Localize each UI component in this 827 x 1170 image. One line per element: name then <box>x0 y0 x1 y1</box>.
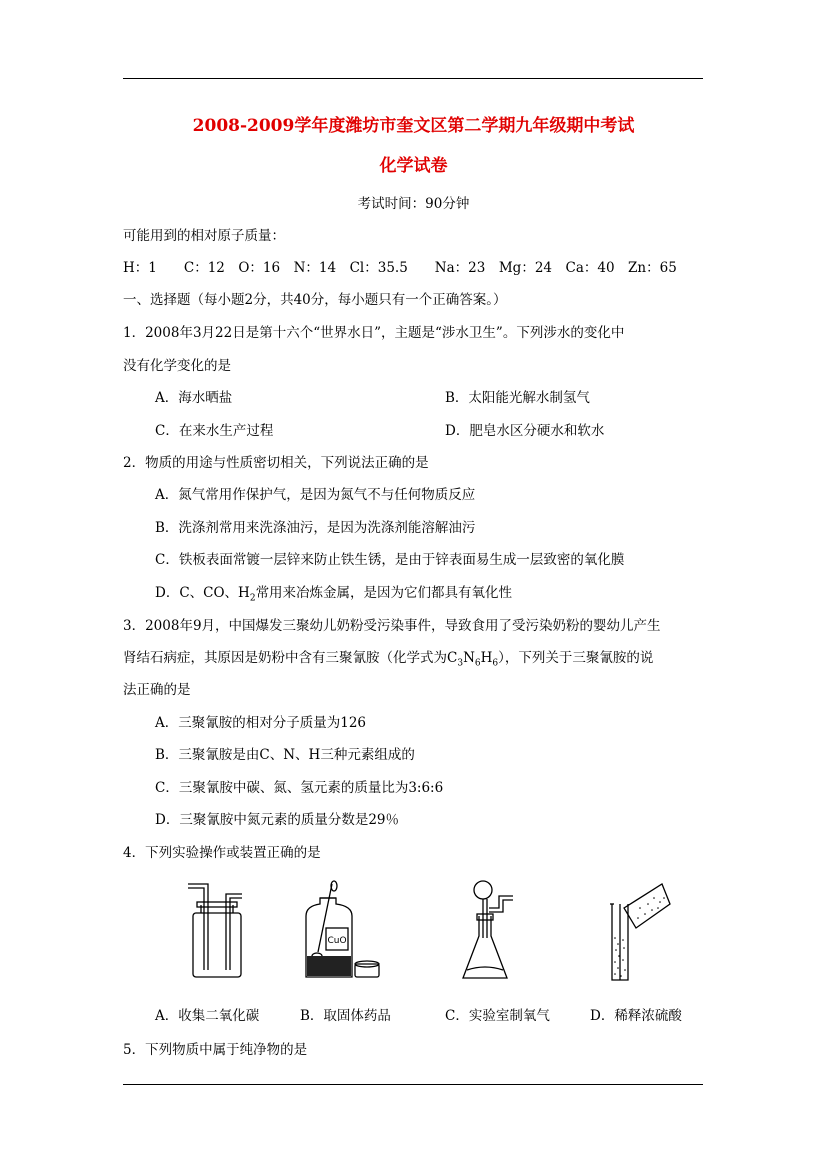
figure-d-beaker-cylinder <box>590 878 680 990</box>
q4-option-b: B．取固体药品 <box>300 1008 391 1024</box>
q1-option-a: A．海水晒盐 <box>155 390 233 406</box>
q2-d-post: 常用来冶炼金属，是因为它们都具有氧化性 <box>255 585 513 601</box>
q3-stem-line2 <box>123 648 653 668</box>
q3-sub-3: 6 <box>492 658 499 669</box>
q3-line2-post: ），下列关于三聚氰胺的说 <box>498 650 654 666</box>
q4-stem: 4．下列实验操作或装置正确的是 <box>123 845 321 861</box>
figure-a-gas-bottle <box>180 880 260 990</box>
q4-option-a: A．收集二氧化碳 <box>155 1008 260 1024</box>
q4-option-c: C．实验室制氧气 <box>445 1008 550 1024</box>
q3-sub-1: 3 <box>457 658 464 669</box>
figure-c-erlenmeyer-flask <box>455 878 535 990</box>
q3-formula-h: H <box>480 650 493 666</box>
q3-stem-line1: 3．2008年9月，中国爆发三聚幼儿奶粉受污染事件，导致食用了受污染奶粉的婴幼儿产生 <box>123 618 661 634</box>
q5-stem: 5．下列物质中属于纯净物的是 <box>123 1042 308 1058</box>
q3-option-c: C．三聚氰胺中碳、氮、氢元素的质量比为3:6:6 <box>155 780 444 796</box>
atomic-mass-label: 可能用到的相对原子质量： <box>123 228 285 244</box>
q2-stem: 2．物质的用途与性质密切相关，下列说法正确的是 <box>123 455 429 471</box>
q2-d-pre: D．C、CO、H <box>155 585 250 601</box>
q2-d-sub: 2 <box>249 593 256 604</box>
q1-stem-line2: 没有化学变化的是 <box>123 358 231 374</box>
exam-time: 考试时间：90分钟 <box>357 196 470 212</box>
q3-formula-n: N <box>463 650 475 666</box>
q3-stem-line3: 法正确的是 <box>123 682 191 698</box>
q1-stem-line1: 1．2008年3月22日是第十六个“世界水日”，主题是“涉水卫生”。下列涉水的变化中 <box>123 325 625 341</box>
figure-b-cuo-label: CuO <box>327 936 347 946</box>
q1-option-d: D．肥皂水区分硬水和软水 <box>445 423 605 439</box>
q3-option-a: A．三聚氰胺的相对分子质量为126 <box>155 715 367 731</box>
q1-option-b: B．太阳能光解水制氢气 <box>445 390 590 406</box>
bottom-rule <box>123 1084 703 1085</box>
q4-option-d: D．稀释浓硫酸 <box>590 1008 682 1024</box>
q3-sub-2: 6 <box>474 658 481 669</box>
q3-line2-pre: 肾结石病症，其原因是奶粉中含有三聚氰胺（化学式为C <box>123 650 458 666</box>
q2-option-d <box>155 583 512 603</box>
q3-option-b: B．三聚氰胺是由C、N、H三种元素组成的 <box>155 747 415 763</box>
q1-option-c: C．在来水生产过程 <box>155 423 274 439</box>
exam-subtitle: 化学试卷 <box>379 156 448 176</box>
q3-option-d: D．三聚氰胺中氮元素的质量分数是29％ <box>155 812 400 828</box>
figure-b-reagent-bottle <box>298 880 393 990</box>
exam-title: 2008-2009学年度潍坊市奎文区第二学期九年级期中考试 <box>192 116 635 136</box>
q2-option-b: B．洗涤剂常用来洗涤油污，是因为洗涤剂能溶解油污 <box>155 520 476 536</box>
section-heading: 一、选择题（每小题2分，共40分，每小题只有一个正确答案。） <box>123 292 507 308</box>
atomic-mass-values: H：1 C：12 O：16 N：14 Cl：35.5 Na：23 Mg：24 Ca：40 Zn：65 <box>123 260 677 276</box>
q2-option-a: A．氮气常用作保护气，是因为氮气不与任何物质反应 <box>155 487 476 503</box>
q2-option-c: C．铁板表面常镀一层锌来防止铁生锈，是由于锌表面易生成一层致密的氧化膜 <box>155 552 625 568</box>
top-rule <box>123 78 703 79</box>
